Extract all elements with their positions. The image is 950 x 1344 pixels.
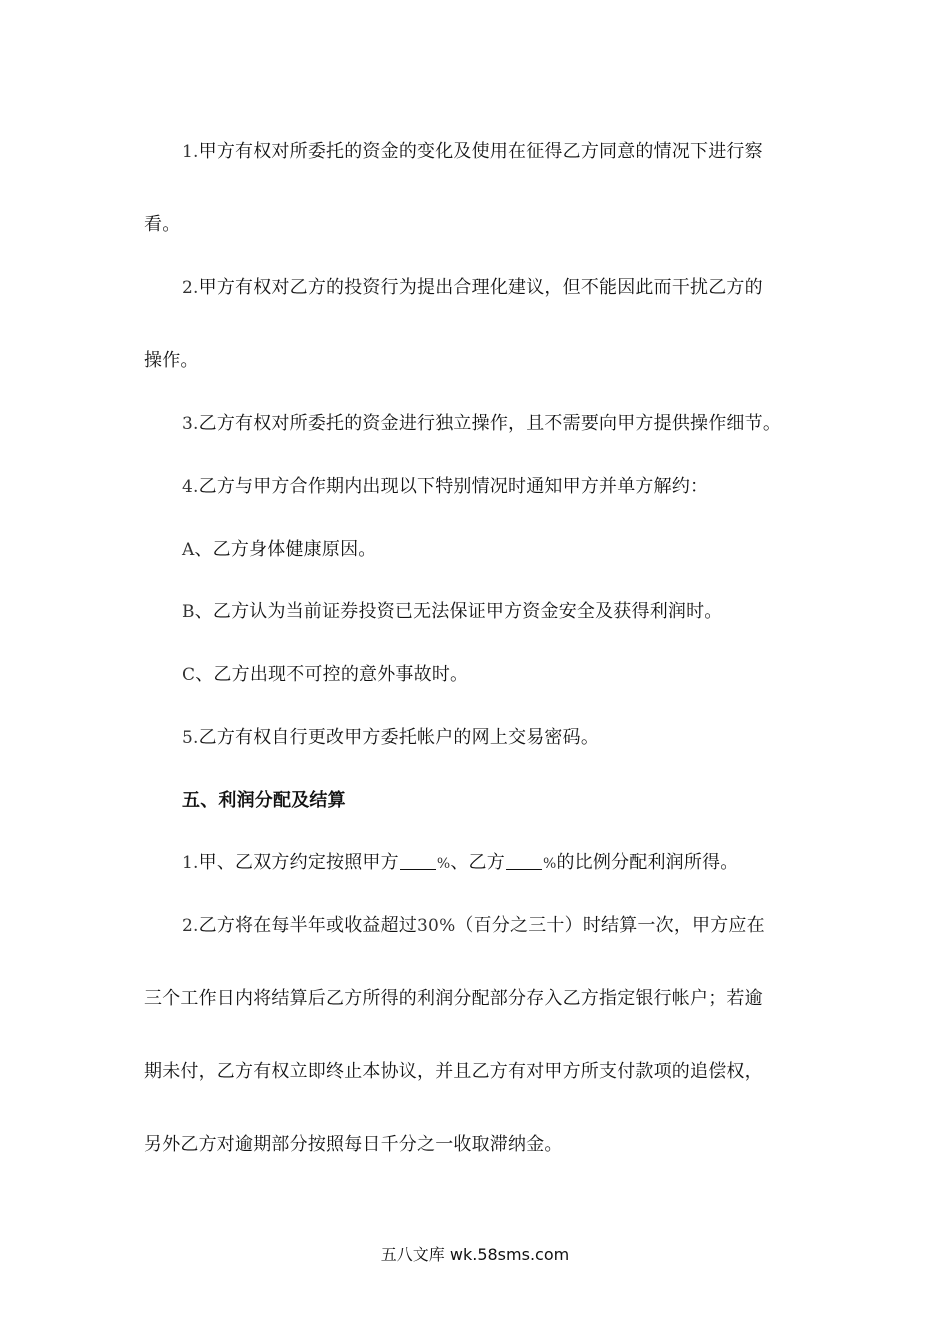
paragraph-a [182, 537, 852, 563]
paragraph-text: 的比例分配利润所得。 [556, 852, 739, 873]
section-heading: 五、利润分配及结算 [182, 790, 346, 811]
paragraph-number: 2. [182, 278, 199, 298]
paragraph-b [182, 599, 852, 625]
section-5-item-2-line-4: 另外乙方对逾期部分按照每日千分之一收取滞纳金。 [144, 1134, 563, 1155]
section-5-item-1 [182, 850, 852, 877]
paragraph-1-line-2: 看。 [144, 214, 181, 235]
percent-sign: % [542, 856, 557, 872]
paragraph-text: 乙方与甲方合作期内出现以下特别情况时通知甲方并单方解约： [198, 476, 709, 497]
percent-value: 30% [417, 916, 456, 936]
paragraph-text: 甲方有权对所委托的资金的变化及使用在征得乙方同意的情况下进行察 [198, 141, 763, 162]
percent-sign: % [436, 856, 451, 872]
paragraph-2-line-1 [182, 275, 852, 301]
section-5-item-2-line-1 [182, 913, 852, 939]
paragraph-text: （百分之三十）时结算一次，甲方应在 [455, 915, 765, 936]
paragraph-text: 乙方有权自行更改甲方委托帐户的网上交易密码。 [198, 727, 600, 748]
paragraph-number: 3. [182, 414, 199, 434]
paragraph-3 [182, 411, 852, 437]
blank-field [400, 851, 436, 870]
paragraph-text: 乙方将在每半年或收益超过 [198, 915, 418, 936]
paragraph-5 [182, 725, 852, 751]
paragraph-text: 、乙方身体健康原因。 [194, 539, 377, 560]
section-5-item-2-line-2: 三个工作日内将结算后乙方所得的利润分配部分存入乙方指定银行帐户；若逾 [144, 988, 763, 1009]
blank-field [506, 851, 542, 870]
paragraph-1-line-1 [182, 139, 852, 165]
paragraph-text: 甲方有权对乙方的投资行为提出合理化建议，但不能因此而干扰乙方的 [198, 277, 763, 298]
page-footer: 五八文库 wk.58sms.com [380, 1245, 570, 1264]
paragraph-c [182, 662, 852, 688]
paragraph-text: 甲、乙双方约定按照甲方 [198, 852, 399, 873]
paragraph-number: 4. [182, 477, 199, 497]
paragraph-number: 5. [182, 728, 199, 748]
paragraph-number: 2. [182, 916, 199, 936]
paragraph-text: 、乙方 [450, 852, 505, 873]
paragraph-number: 1. [182, 853, 199, 873]
paragraph-number: 1. [182, 142, 199, 162]
section-5-item-2-line-3: 期未付，乙方有权立即终止本协议，并且乙方有对甲方所支付款项的追偿权， [144, 1061, 763, 1082]
paragraph-2-line-2: 操作。 [144, 350, 199, 371]
paragraph-letter: C [182, 665, 196, 685]
paragraph-4 [182, 474, 852, 500]
paragraph-letter: A [182, 540, 195, 560]
paragraph-text: 、乙方认为当前证券投资已无法保证甲方资金安全及获得利润时。 [194, 601, 723, 622]
paragraph-text: 、乙方出现不可控的意外事故时。 [195, 664, 469, 685]
paragraph-letter: B [182, 602, 195, 622]
paragraph-text: 乙方有权对所委托的资金进行独立操作，且不需要向甲方提供操作细节。 [198, 413, 782, 434]
